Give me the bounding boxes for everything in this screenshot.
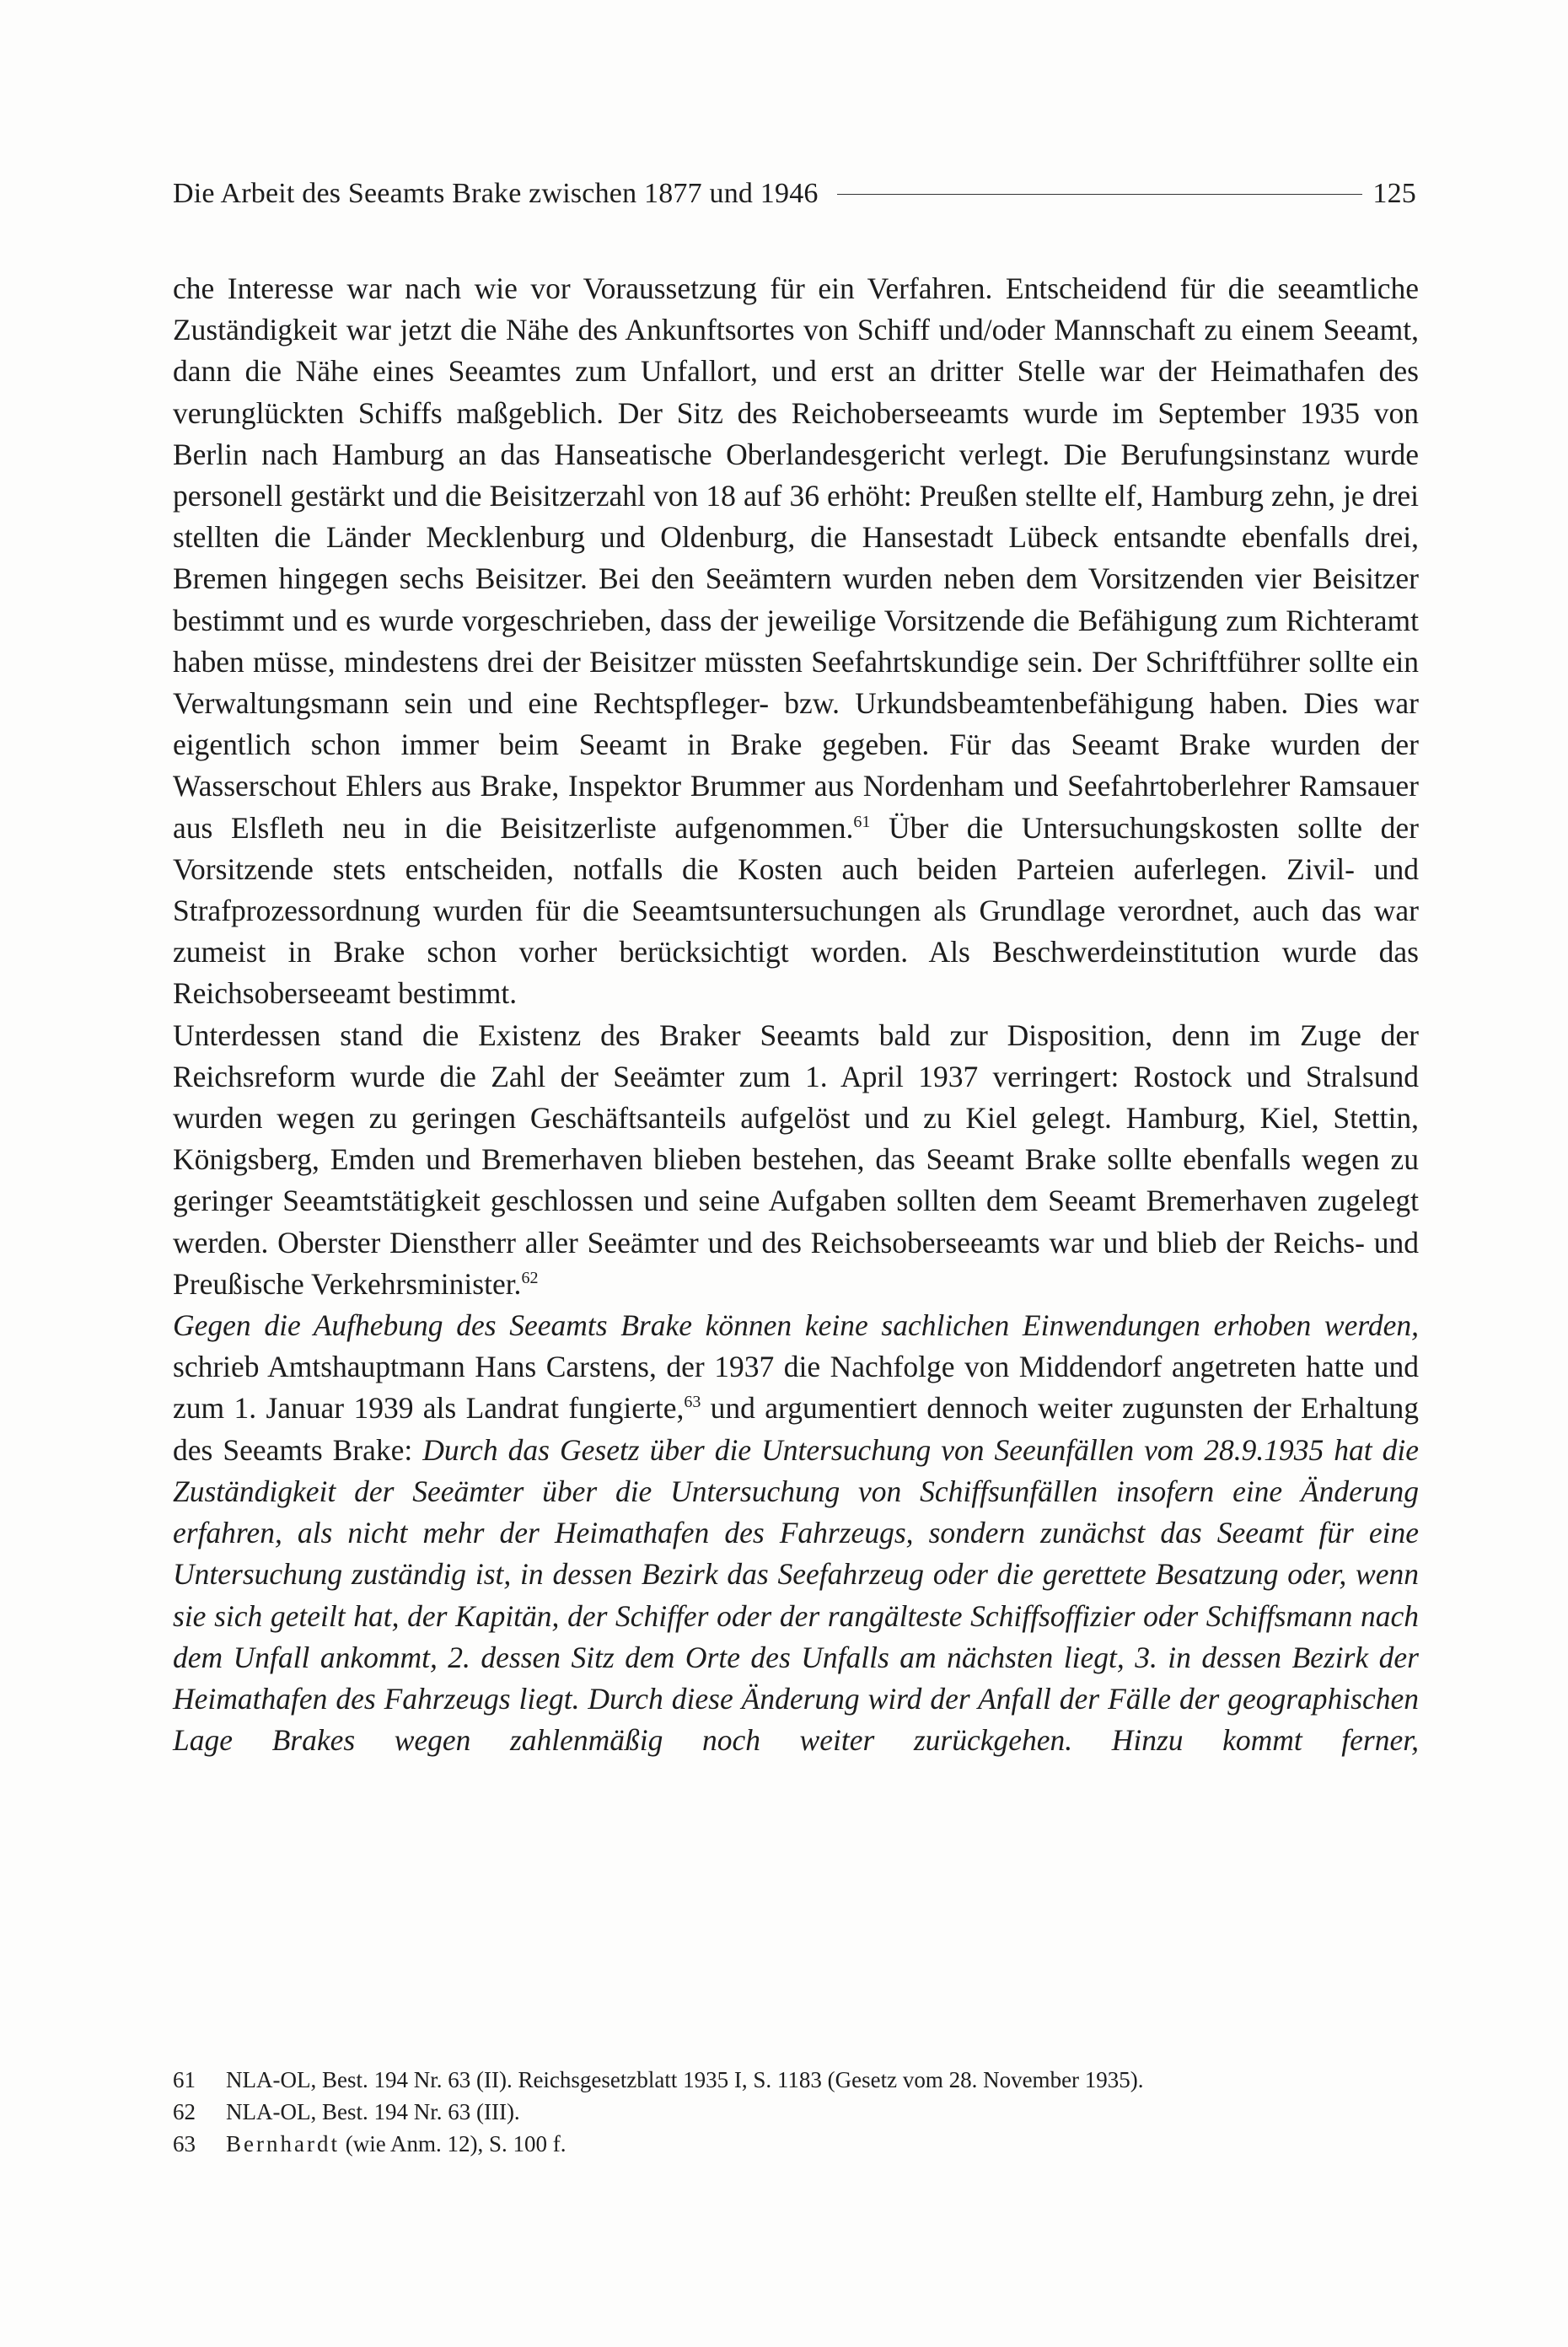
citation-text: (wie Anm. 12), S. 100 f. (339, 2131, 567, 2156)
footnote-text (226, 2128, 1419, 2160)
footnote-text: NLA-OL, Best. 194 Nr. 63 (II). Reichsgesetzblatt 1935 I, S. 1183 (Gesetz vom 28. November 1935). (226, 2067, 1144, 2092)
paragraph-3 (173, 1305, 1419, 1761)
text-run: che Interesse war nach wie vor Voraussetzung für ein Verfahren. Entscheidend für die seeamtliche Zuständigkeit war jetzt die Nähe des Ankunftsortes von Schiff und/oder Mannschaft zu einem Seeamt, dann die Nähe eines Seeamtes zum Unfallort, und erst an dritter Stelle war der Heimathafen des verunglückten Schiffs maßgeblich. Der Sitz des Reichoberseeamts wurde im September 1935 von Berlin nach Hamburg an das Hanseatische Oberlandesgericht verlegt. Die Berufungsinstanz wurde personell gestärkt und die Beisitzerzahl von 18 auf 36 erhöht: Preußen stellte elf, Hamburg zehn, je drei stellten die Länder Mecklenburg und Oldenburg, die Hansestadt Lübeck entsandte ebenfalls drei, Bremen hingegen sechs Beisitzer. Bei den Seeämtern wurden neben dem Vorsitzenden vier Beisitzer bestimmt und es wurde vorgeschrieben, dass der jeweilige Vorsitzende die Befähigung zum Richteramt haben müsse, mindestens drei der Beisitzer müssten Seefahrtskundige sein. Der Schriftführer sollte ein Verwaltungsmann sein und eine Rechtspfleger- bzw. Urkundsbeamtenbefähigung haben. Dies war eigentlich schon immer beim Seeamt in Brake gegeben. Für das Seeamt Brake wurden der Wasserschout Ehlers aus Brake, Inspektor Brummer aus Nordenham und Seefahrtoberlehrer Ramsauer aus Elsfleth neu in die Beisitzerliste aufgenommen. (173, 271, 1419, 845)
footnote-text: NLA-OL, Best. 194 Nr. 63 (III). (226, 2099, 520, 2124)
footnote-number: 63 (173, 2131, 196, 2156)
footnote-61 (173, 2064, 1419, 2096)
text-run: Unterdessen stand die Existenz des Braker Seeamts bald zur Disposition, denn im Zuge der Reichsreform wurde die Zahl der Seeämter zum 1. April 1937 verringert: Rostock und Stralsund wurden wegen zu geringen Geschäftsanteils aufgelöst und zu Kiel gelegt. Hamburg, Kiel, Stettin, Königsberg, Emden und Bremerhaven blieben bestehen, das Seeamt Brake sollte ebenfalls wegen zu geringer Seeamtstätigkeit geschlossen und seine Aufgaben sollten dem Seeamt Bremerhaven zugelegt werden. Oberster Dienstherr aller Seeämter und des Reichsoberseeamts war und blieb der Reichs- und Preußische Verkehrsminister. (173, 1018, 1419, 1301)
quotation-italic: Gegen die Aufhebung des Seeamts Brake können keine sachlichen Einwendungen erhoben werden, (173, 1308, 1419, 1343)
body-text (173, 268, 1419, 1761)
running-head-title: Die Arbeit des Seeamts Brake zwischen 1877 und 1946 (173, 178, 819, 209)
text-run: Über die Untersuchungskosten sollte der Vorsitzende stets entscheiden, notfalls die Kosten auch beiden Parteien auferlegen. Zivil- und Strafprozessordnung wurden für die Seeamtsuntersuchungen als Grundlage verordnet, auch das war zumeist in Brake schon vorher berücksichtigt worden. Als Beschwerdeinstitution wurde das Reichsoberseeamt bestimmt. (173, 810, 1419, 1011)
quotation-italic: Durch das Gesetz über die Untersuchung von Seeunfällen vom 28.9.1935 hat die Zuständigkeit der Seeämter über die Untersuchung von Schiffsunfällen insofern eine Änderung erfahren, als nicht mehr der Heimathafen des Fahrzeugs, sondern zunächst das Seeamt für eine Untersuchung zuständig ist, in dessen Bezirk das Seefahrzeug oder die gerettete Besatzung oder, wenn sie sich geteilt hat, der Kapitän, der Schiffer oder der rangälteste Schiffsoffizier oder Schiffsmann nach dem Unfall ankommt, 2. dessen Sitz dem Orte des Unfalls am nächsten liegt, 3. in dessen Bezirk der Heimathafen des Fahrzeugs liegt. Durch diese Änderung wird der Anfall der Fälle der geographischen Lage Brakes wegen zahlenmäßig noch weiter zurückgehen. Hinzu kommt ferner, (173, 1432, 1419, 1758)
page-number: 125 (1372, 178, 1416, 209)
footnotes (173, 2064, 1419, 2160)
author-name: Bernhardt (226, 2131, 340, 2156)
paragraph-1 (173, 268, 1419, 1015)
footnote-number: 62 (173, 2099, 196, 2124)
header-rule (837, 194, 1363, 195)
footnote-62 (173, 2096, 1419, 2128)
footnote-63 (173, 2128, 1419, 2160)
footnote-ref-63[interactable]: 63 (684, 1393, 701, 1412)
footnote-ref-61[interactable]: 61 (853, 812, 871, 831)
footnote-number: 61 (173, 2067, 196, 2092)
footnote-ref-62[interactable]: 62 (521, 1268, 539, 1287)
text-run: und argumentiert dennoch weiter zugunsten der Erhaltung des Seeamts Brake: (173, 1391, 1419, 1467)
running-head (173, 173, 1416, 215)
text-run: schrieb Amtshauptmann Hans Carstens, der 1937 die Nachfolge von Middendorf angetreten hatte und zum 1. Januar 1939 als Landrat fungierte, (173, 1350, 1419, 1426)
paragraph-2 (173, 1015, 1419, 1305)
